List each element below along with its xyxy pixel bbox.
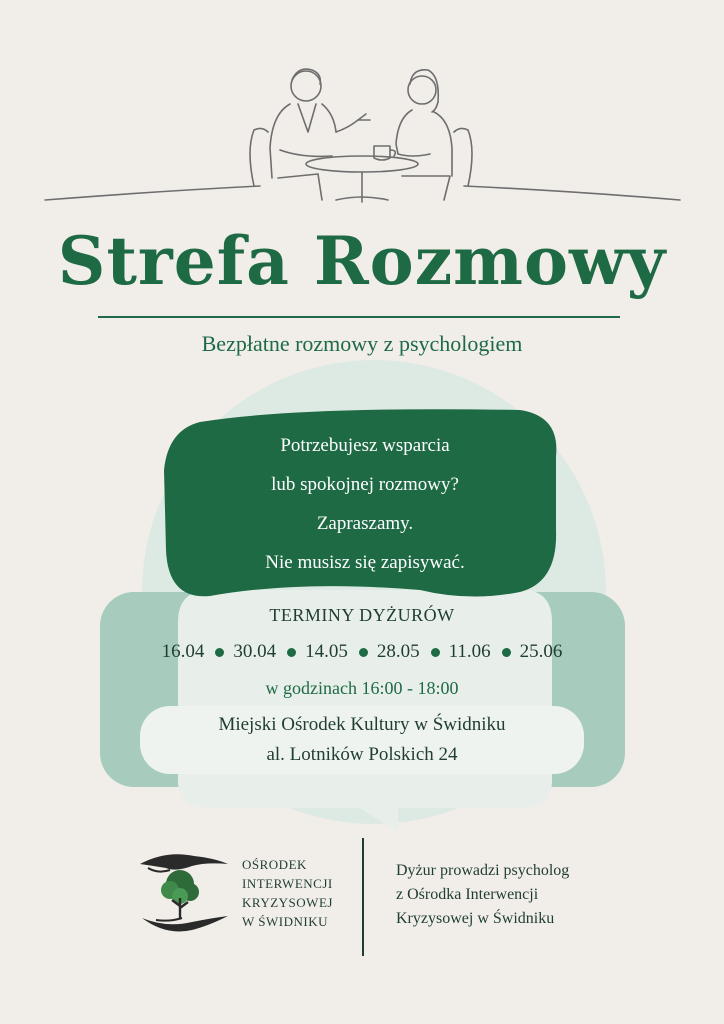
footer-note-line: Kryzysowej w Świdniku: [396, 910, 555, 927]
date-item: [162, 641, 205, 663]
invitation-line: Nie musisz się zapisywać.: [265, 552, 465, 573]
date-value: 28.05: [376, 641, 420, 662]
bullet-dot-icon: [215, 648, 224, 657]
org-name-line: W ŚWIDNIKU: [242, 914, 328, 929]
org-name-line: INTERWENCJI: [242, 876, 333, 891]
date-item: [276, 641, 348, 663]
footer-note-line: z Ośrodka Interwencji: [396, 886, 539, 903]
footer-note-line: Dyżur prowadzi psycholog: [396, 862, 570, 879]
date-value: 16.04: [161, 641, 205, 662]
page-subtitle: Bezpłatne rozmowy z psychologiem: [201, 331, 523, 356]
schedule-dates: [0, 641, 724, 663]
date-item: [420, 641, 491, 663]
bullet-dot-icon: [287, 648, 296, 657]
org-name-line: KRYZYSOWEJ: [242, 895, 333, 910]
page-title: Strefa Rozmowy: [57, 222, 667, 300]
conversation-illustration: [40, 58, 684, 208]
invitation-line: lub spokojnej rozmowy?: [271, 474, 459, 495]
date-item: [348, 641, 420, 663]
bullet-dot-icon: [431, 648, 440, 657]
date-value: 11.06: [448, 641, 491, 662]
schedule-hours: w godzinach 16:00 - 18:00: [265, 678, 459, 698]
bullet-dot-icon: [502, 648, 511, 657]
org-name-line: OŚRODEK: [242, 857, 307, 872]
title-underline: [98, 316, 620, 318]
date-item: [204, 641, 276, 663]
invitation-line: Zapraszamy.: [316, 513, 414, 534]
schedule-heading: TERMINY DYŻURÓW: [269, 605, 455, 625]
date-item: [491, 641, 563, 663]
venue-address: al. Lotników Polskich 24: [266, 744, 458, 765]
date-value: 30.04: [233, 641, 277, 662]
date-value: 14.05: [305, 641, 348, 662]
tree-in-hands-logo-icon: [136, 848, 232, 934]
bullet-dot-icon: [359, 648, 368, 657]
footer-divider: [362, 838, 364, 956]
invitation-line: Potrzebujesz wsparcia: [280, 435, 450, 456]
date-value: 25.06: [519, 641, 563, 662]
venue-name: Miejski Ośrodek Kultury w Świdniku: [218, 714, 506, 735]
speech-bubbles-graphic: [0, 360, 724, 840]
